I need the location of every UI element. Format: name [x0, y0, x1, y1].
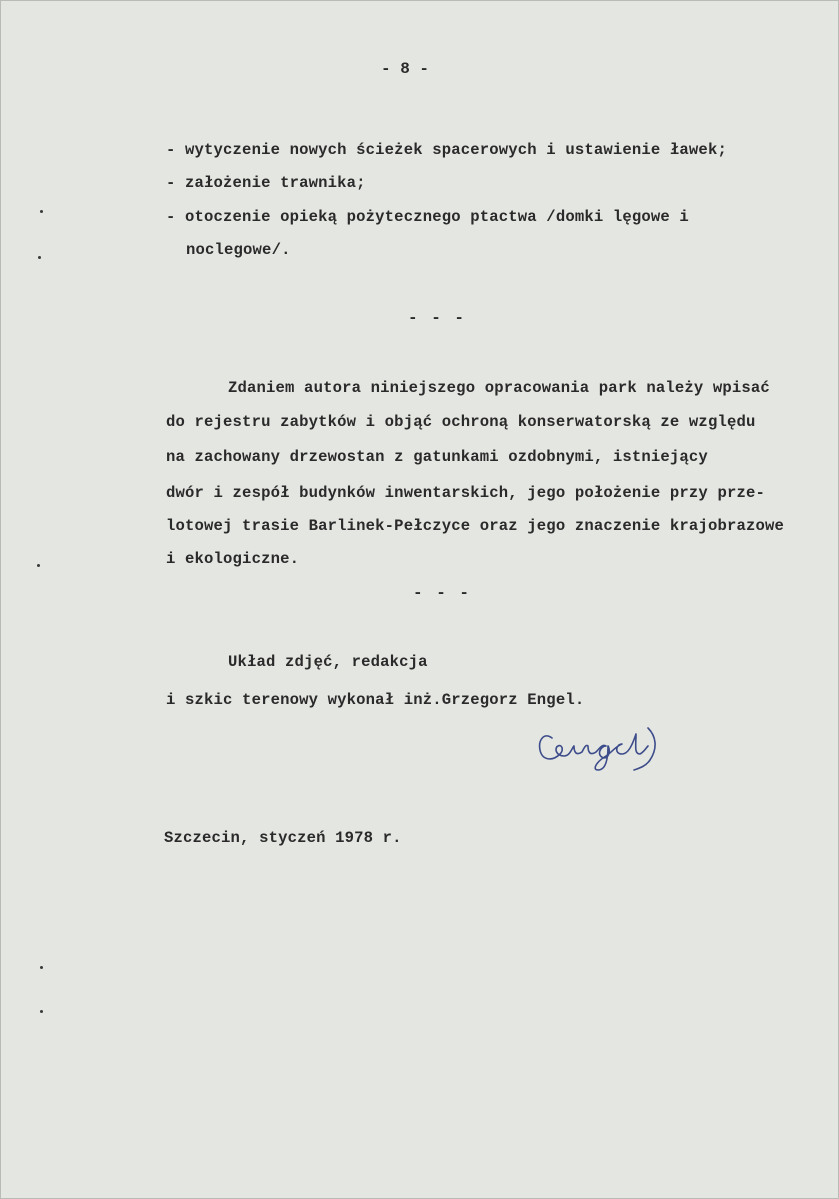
- bullet-item: - otoczenie opieką pożytecznego ptactwa /domki lęgowe i: [166, 208, 689, 226]
- place-and-date: Szczecin, styczeń 1978 r.: [164, 829, 402, 847]
- paper-speck: [38, 256, 41, 259]
- bullet-item: - wytyczenie nowych ścieżek spacerowych i ustawienie ławek;: [166, 141, 727, 159]
- paragraph-line: i ekologiczne.: [166, 550, 300, 568]
- page-number: - 8 -: [381, 60, 430, 78]
- section-separator: - - -: [408, 309, 467, 327]
- credits-line: i szkic terenowy wykonał inż.Grzegorz Engel.: [166, 691, 585, 709]
- bullet-item: - założenie trawnika;: [166, 174, 366, 192]
- paragraph-line: lotowej trasie Barlinek-Pełczyce oraz jego znaczenie krajobrazowe: [166, 517, 785, 535]
- paragraph-line: na zachowany drzewostan z gatunkami ozdobnymi, istniejący: [166, 448, 708, 466]
- section-separator: - - -: [413, 584, 472, 602]
- bullet-item-continuation: noclegowe/.: [186, 241, 291, 259]
- paragraph-line: do rejestru zabytków i objąć ochroną konserwatorską ze względu: [166, 413, 756, 431]
- credits-line: Układ zdjęć, redakcja: [228, 653, 428, 671]
- paper-speck: [37, 564, 40, 567]
- paper-speck: [40, 1010, 43, 1013]
- paper-speck: [40, 966, 43, 969]
- paragraph-line: Zdaniem autora niniejszego opracowania park należy wpisać: [228, 379, 770, 397]
- paragraph-line: dwór i zespół budynków inwentarskich, jego położenie przy prze-: [166, 484, 765, 502]
- handwritten-signature: [536, 716, 666, 772]
- paper-speck: [40, 210, 43, 213]
